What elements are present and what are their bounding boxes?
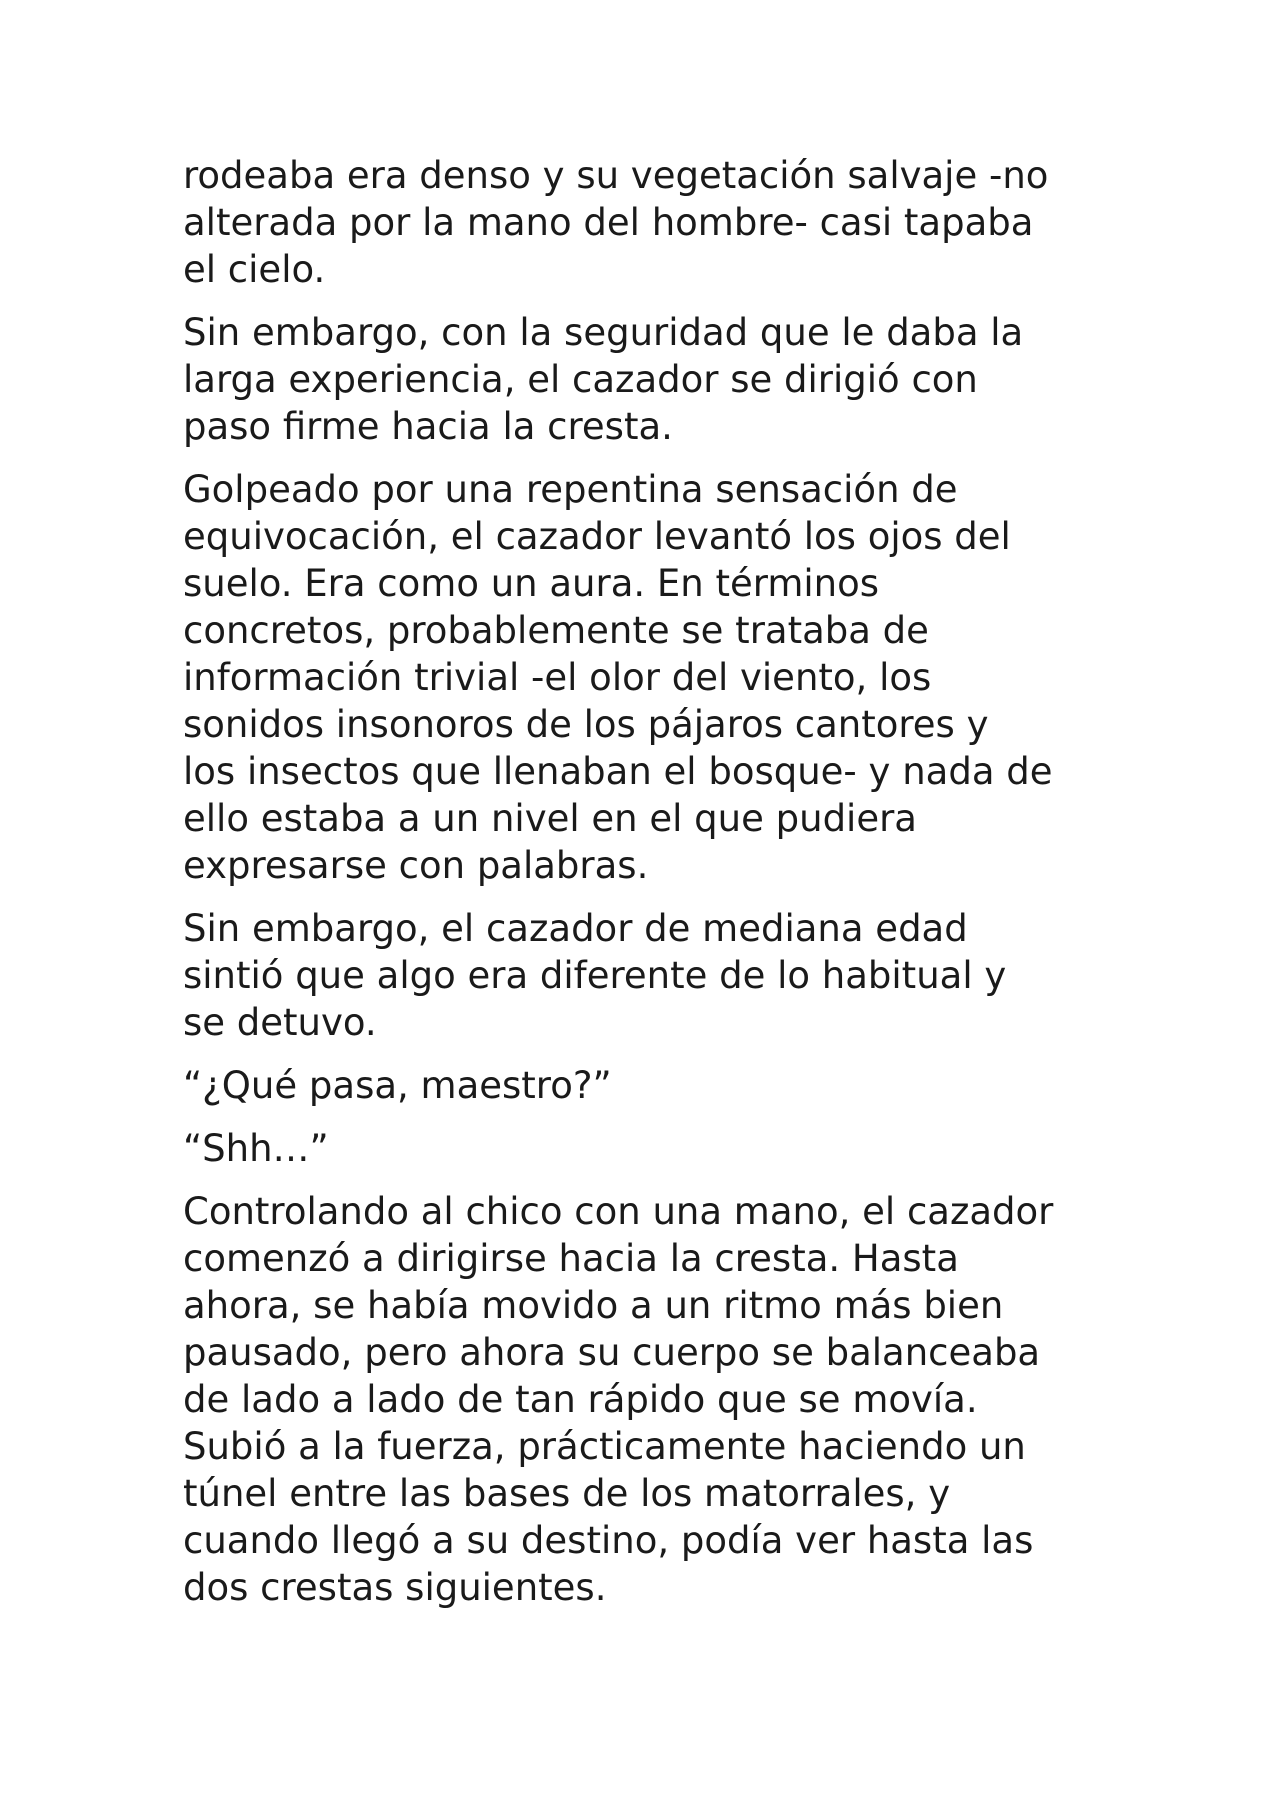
paragraph-2: Sin embargo, con la seguridad que le daba la larga experiencia, el cazador se dirigió con paso firme hacia la cresta. (183, 311, 1024, 448)
paragraph-5: Controlando al chico con una mano, el cazador comenzó a dirigirse hacia la cresta. Hasta ahora, se había movido a un ritmo más bien pausado, pero ahora su cuerpo se balanceaba de lado a lado de tan rápido que se movía. Subió a la fuerza, prácticamente haciendo un túnel entre las bases de los matorrales, y cuando llegó a su destino, podía ver hasta las dos crestas siguientes. (183, 1190, 1054, 1609)
paragraph-3: Golpeado por una repentina sensación de equivocación, el cazador levantó los ojos del suelo. Era como un aura. En términos concretos, probablemente se trataba de información trivial -el olor del viento, los sonidos insonoros de los pájaros cantores y los insectos que llenaban el bosque- y nada de ello estaba a un nivel en el que pudiera expresarse con palabras. (183, 468, 1053, 887)
paragraph-4: Sin embargo, el cazador de mediana edad sintió que algo era diferente de lo habitual y se detuvo. (183, 907, 1007, 1044)
body-text (183, 152, 1123, 1627)
dialogue-line-2: “Shh…” (183, 1127, 329, 1170)
paragraph-1: rodeaba era denso y su vegetación salvaje -no alterada por la mano del hombre- casi tapaba el cielo. (183, 154, 1049, 291)
dialogue-line-1: “¿Qué pasa, maestro?” (183, 1064, 612, 1107)
